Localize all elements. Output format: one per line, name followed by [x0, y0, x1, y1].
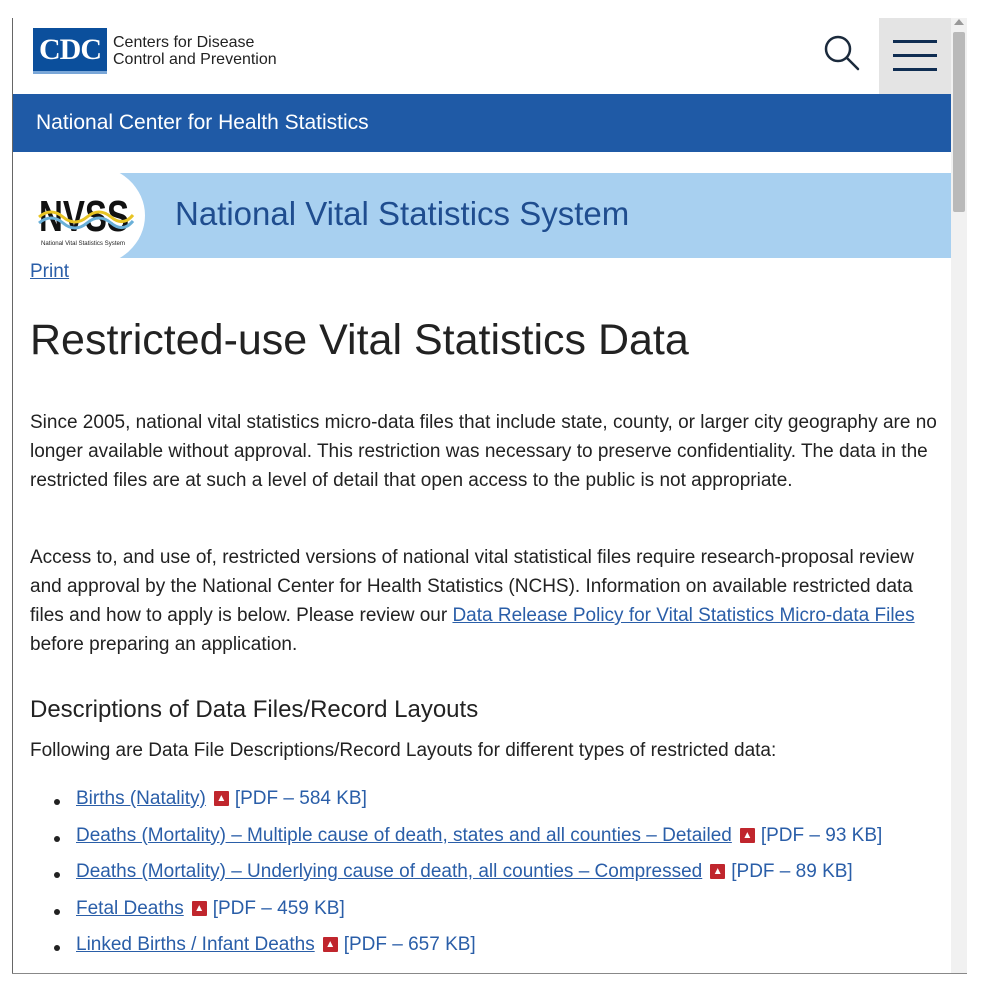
banner-title: National Vital Statistics System [175, 195, 630, 232]
scroll-up-arrow-icon[interactable] [954, 19, 964, 25]
nvss-banner [35, 173, 951, 258]
nvss-logo [37, 179, 137, 249]
intro-paragraph: Since 2005, national vital statistics micro-data files that include state, county, or larger city geography are no longer available without approval. This restriction was necessary to preserve confidentiality. The data in the restricted files are at such a level of detail that open access to the public is not appropriate. [30, 412, 937, 491]
bullet [54, 799, 60, 805]
access-text-before: Access to, and use of, restricted versions of national vital statistical files require research-proposal review and approval by the National Center for Health Statistics (NCHS). Information on available restricted data files and how to apply is below. Please review our [30, 547, 914, 626]
file-size: [PDF – 89 KB] [731, 861, 853, 882]
list-item [30, 825, 950, 862]
cdc-logo-mark: CDC [33, 28, 107, 74]
bullet [54, 945, 60, 951]
data-release-policy-link[interactable]: Data Release Policy for Vital Statistics Micro-data Files [452, 605, 915, 626]
list-item [30, 898, 950, 935]
hamburger-line [893, 68, 937, 71]
access-paragraph [30, 543, 950, 659]
deaths-detailed-link[interactable]: Deaths (Mortality) – Multiple cause of death, states and all counties – Detailed [76, 824, 732, 846]
scrollbar-thumb[interactable] [953, 32, 965, 212]
pdf-icon: ▲ [323, 937, 338, 952]
births-natality-link[interactable]: Births (Natality) [76, 788, 206, 809]
page-title: Restricted-use Vital Statistics Data [30, 316, 689, 364]
file-size: [PDF – 584 KB] [234, 788, 367, 809]
file-size: [PDF – 657 KB] [343, 934, 476, 955]
descriptions-heading: Descriptions of Data Files/Record Layouts [30, 696, 479, 723]
section-bar[interactable] [13, 94, 951, 152]
cdc-logo[interactable] [33, 28, 277, 74]
list-item [30, 861, 950, 898]
section-bar-title: National Center for Health Statistics [36, 111, 369, 134]
org-name-line2: Control and Prevention [113, 51, 277, 68]
cdc-org-name [113, 34, 277, 68]
org-name-line1: Centers for Disease [113, 34, 255, 51]
access-text-after: before preparing an application. [30, 634, 298, 655]
descriptions-intro: Following are Data File Descriptions/Record Layouts for different types of restricted data: [30, 740, 777, 761]
pdf-icon: ▲ [710, 864, 725, 879]
fetal-deaths-link[interactable]: Fetal Deaths [76, 897, 184, 919]
file-size: [PDF – 93 KB] [760, 824, 883, 846]
nvss-logo-text: NVSS [39, 192, 129, 241]
file-list [30, 788, 950, 971]
linked-births-infant-deaths-link[interactable]: Linked Births / Infant Deaths [76, 934, 315, 955]
pdf-icon: ▲ [192, 901, 207, 916]
list-item [30, 788, 950, 825]
browser-viewport [13, 18, 951, 973]
bullet [54, 872, 60, 878]
bullet [54, 836, 60, 842]
hamburger-line [893, 40, 937, 43]
print-link[interactable]: Print [30, 261, 70, 282]
bottom-border [12, 973, 967, 974]
hamburger-line [893, 54, 937, 57]
bullet [54, 909, 60, 915]
pdf-icon: ▲ [740, 828, 755, 843]
file-size: [PDF – 459 KB] [212, 897, 345, 919]
pdf-icon: ▲ [214, 791, 229, 806]
list-item [30, 934, 950, 971]
deaths-compressed-link[interactable]: Deaths (Mortality) – Underlying cause of death, all counties – Compressed [76, 861, 703, 882]
search-icon[interactable] [821, 32, 861, 72]
nvss-logo-caption: National Vital Statistics System [41, 241, 125, 247]
menu-button[interactable] [879, 18, 951, 94]
